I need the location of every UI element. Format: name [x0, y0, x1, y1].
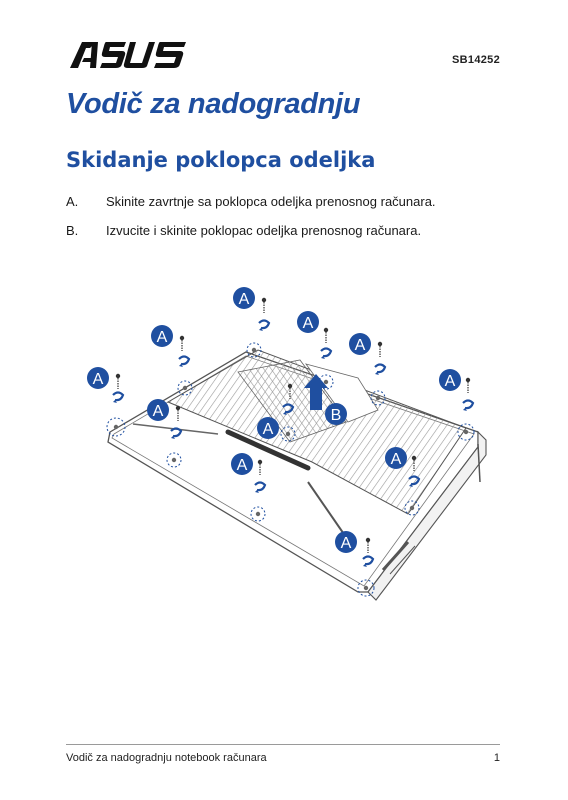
callout-b-marker [325, 403, 347, 425]
step-letter: B. [66, 223, 79, 238]
svg-text:A: A [390, 451, 402, 468]
instruction-step-a [66, 194, 506, 210]
svg-text:A: A [302, 315, 314, 332]
svg-text:A: A [340, 535, 352, 552]
svg-text:A: A [92, 371, 104, 388]
asus-logo-icon [68, 40, 188, 70]
step-text: Izvucite i skinite poklopac odeljka prenosnog računara. [106, 223, 422, 238]
svg-text:A: A [262, 421, 274, 438]
instruction-list [66, 194, 506, 252]
svg-text:B: B [330, 407, 342, 424]
svg-text:A: A [156, 329, 168, 346]
svg-text:A: A [236, 457, 248, 474]
page-title: Vodič za nadogradnju [66, 88, 361, 120]
svg-text:A: A [152, 403, 164, 420]
section-title: Skidanje poklopca odeljka [66, 148, 376, 172]
footer-divider [66, 744, 500, 745]
step-text: Skinite zavrtnje sa poklopca odeljka prenosnog računara. [106, 194, 436, 209]
laptop-bottom-illustration [78, 282, 498, 612]
step-letter: A. [66, 194, 79, 209]
page-number: 1 [493, 752, 500, 764]
svg-text:A: A [444, 373, 456, 390]
document-code: SB14252 [452, 54, 500, 66]
instruction-step-b [66, 223, 506, 239]
svg-text:A: A [238, 291, 250, 308]
svg-text:A: A [354, 337, 366, 354]
footer-text: Vodič za nadogradnju notebook računara [66, 752, 267, 764]
